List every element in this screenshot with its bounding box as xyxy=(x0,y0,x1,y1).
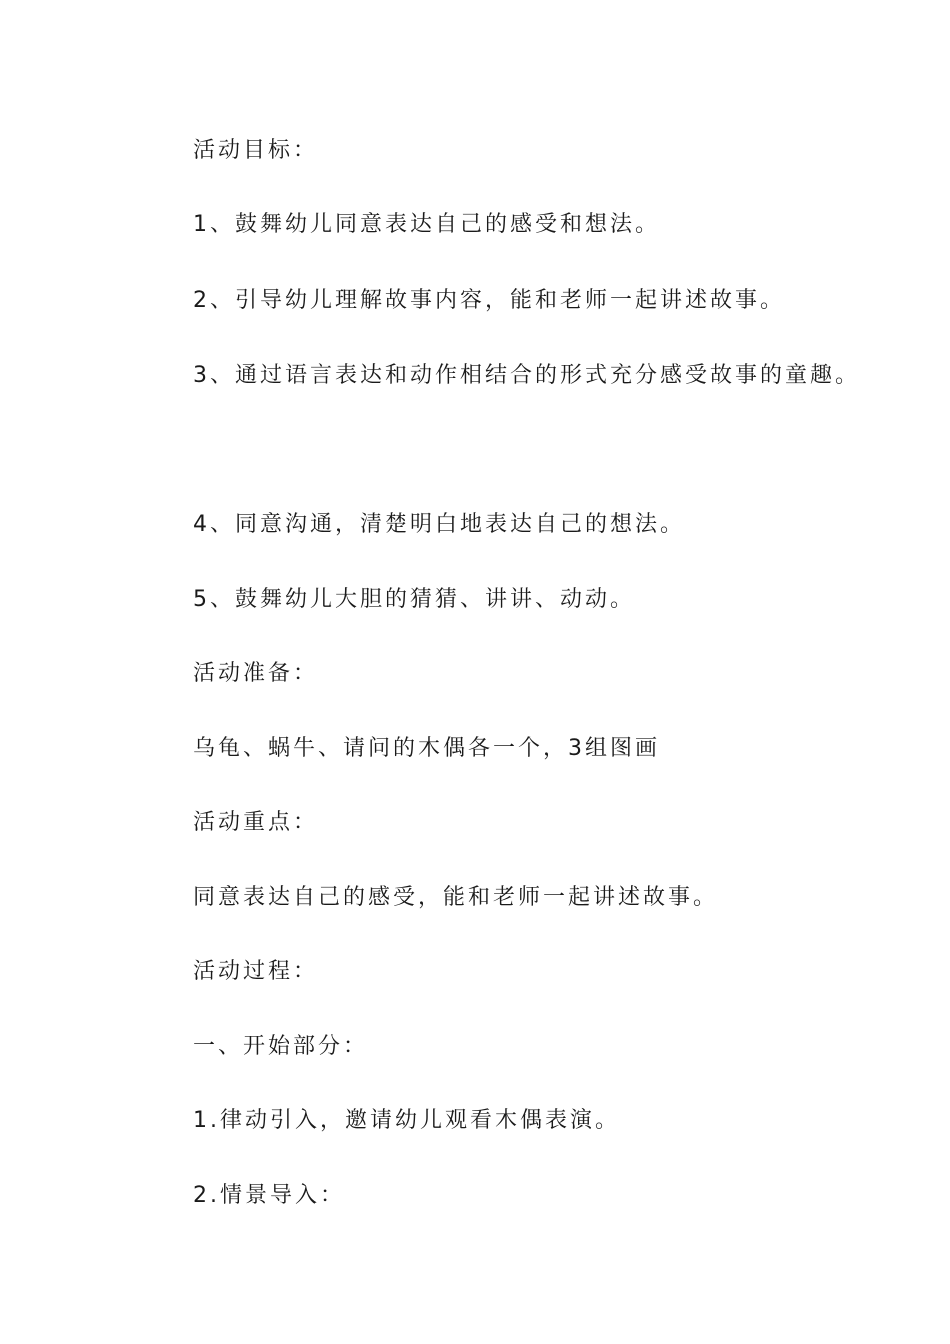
section-heading-preparation: 活动准备： xyxy=(193,661,319,686)
focus-text: 同意表达自己的感受，能和老师一起讲述故事。 xyxy=(193,885,719,910)
section-heading-goals: 活动目标： xyxy=(193,138,319,163)
section-heading-process: 活动过程： xyxy=(193,959,319,984)
section-heading-focus: 活动重点： xyxy=(193,810,319,835)
goal-item-3: 3、通过语言表达和动作相结合的形式充分感受故事的童趣。 xyxy=(193,363,860,388)
process-step-2: 2.情景导入： xyxy=(193,1183,345,1208)
preparation-text: 乌龟、蜗牛、请问的木偶各一个，3组图画 xyxy=(193,736,660,761)
goal-item-4: 4、同意沟通，清楚明白地表达自己的想法。 xyxy=(193,512,685,537)
goal-item-2: 2、引导幼儿理解故事内容，能和老师一起讲述故事。 xyxy=(193,288,785,313)
goal-item-5: 5、鼓舞幼儿大胆的猜猜、讲讲、动动。 xyxy=(193,587,635,612)
process-step-1: 1.律动引入，邀请幼儿观看木偶表演。 xyxy=(193,1108,620,1133)
process-part-1-heading: 一、开始部分： xyxy=(193,1034,369,1059)
goal-item-1: 1、鼓舞幼儿同意表达自己的感受和想法。 xyxy=(193,212,660,237)
